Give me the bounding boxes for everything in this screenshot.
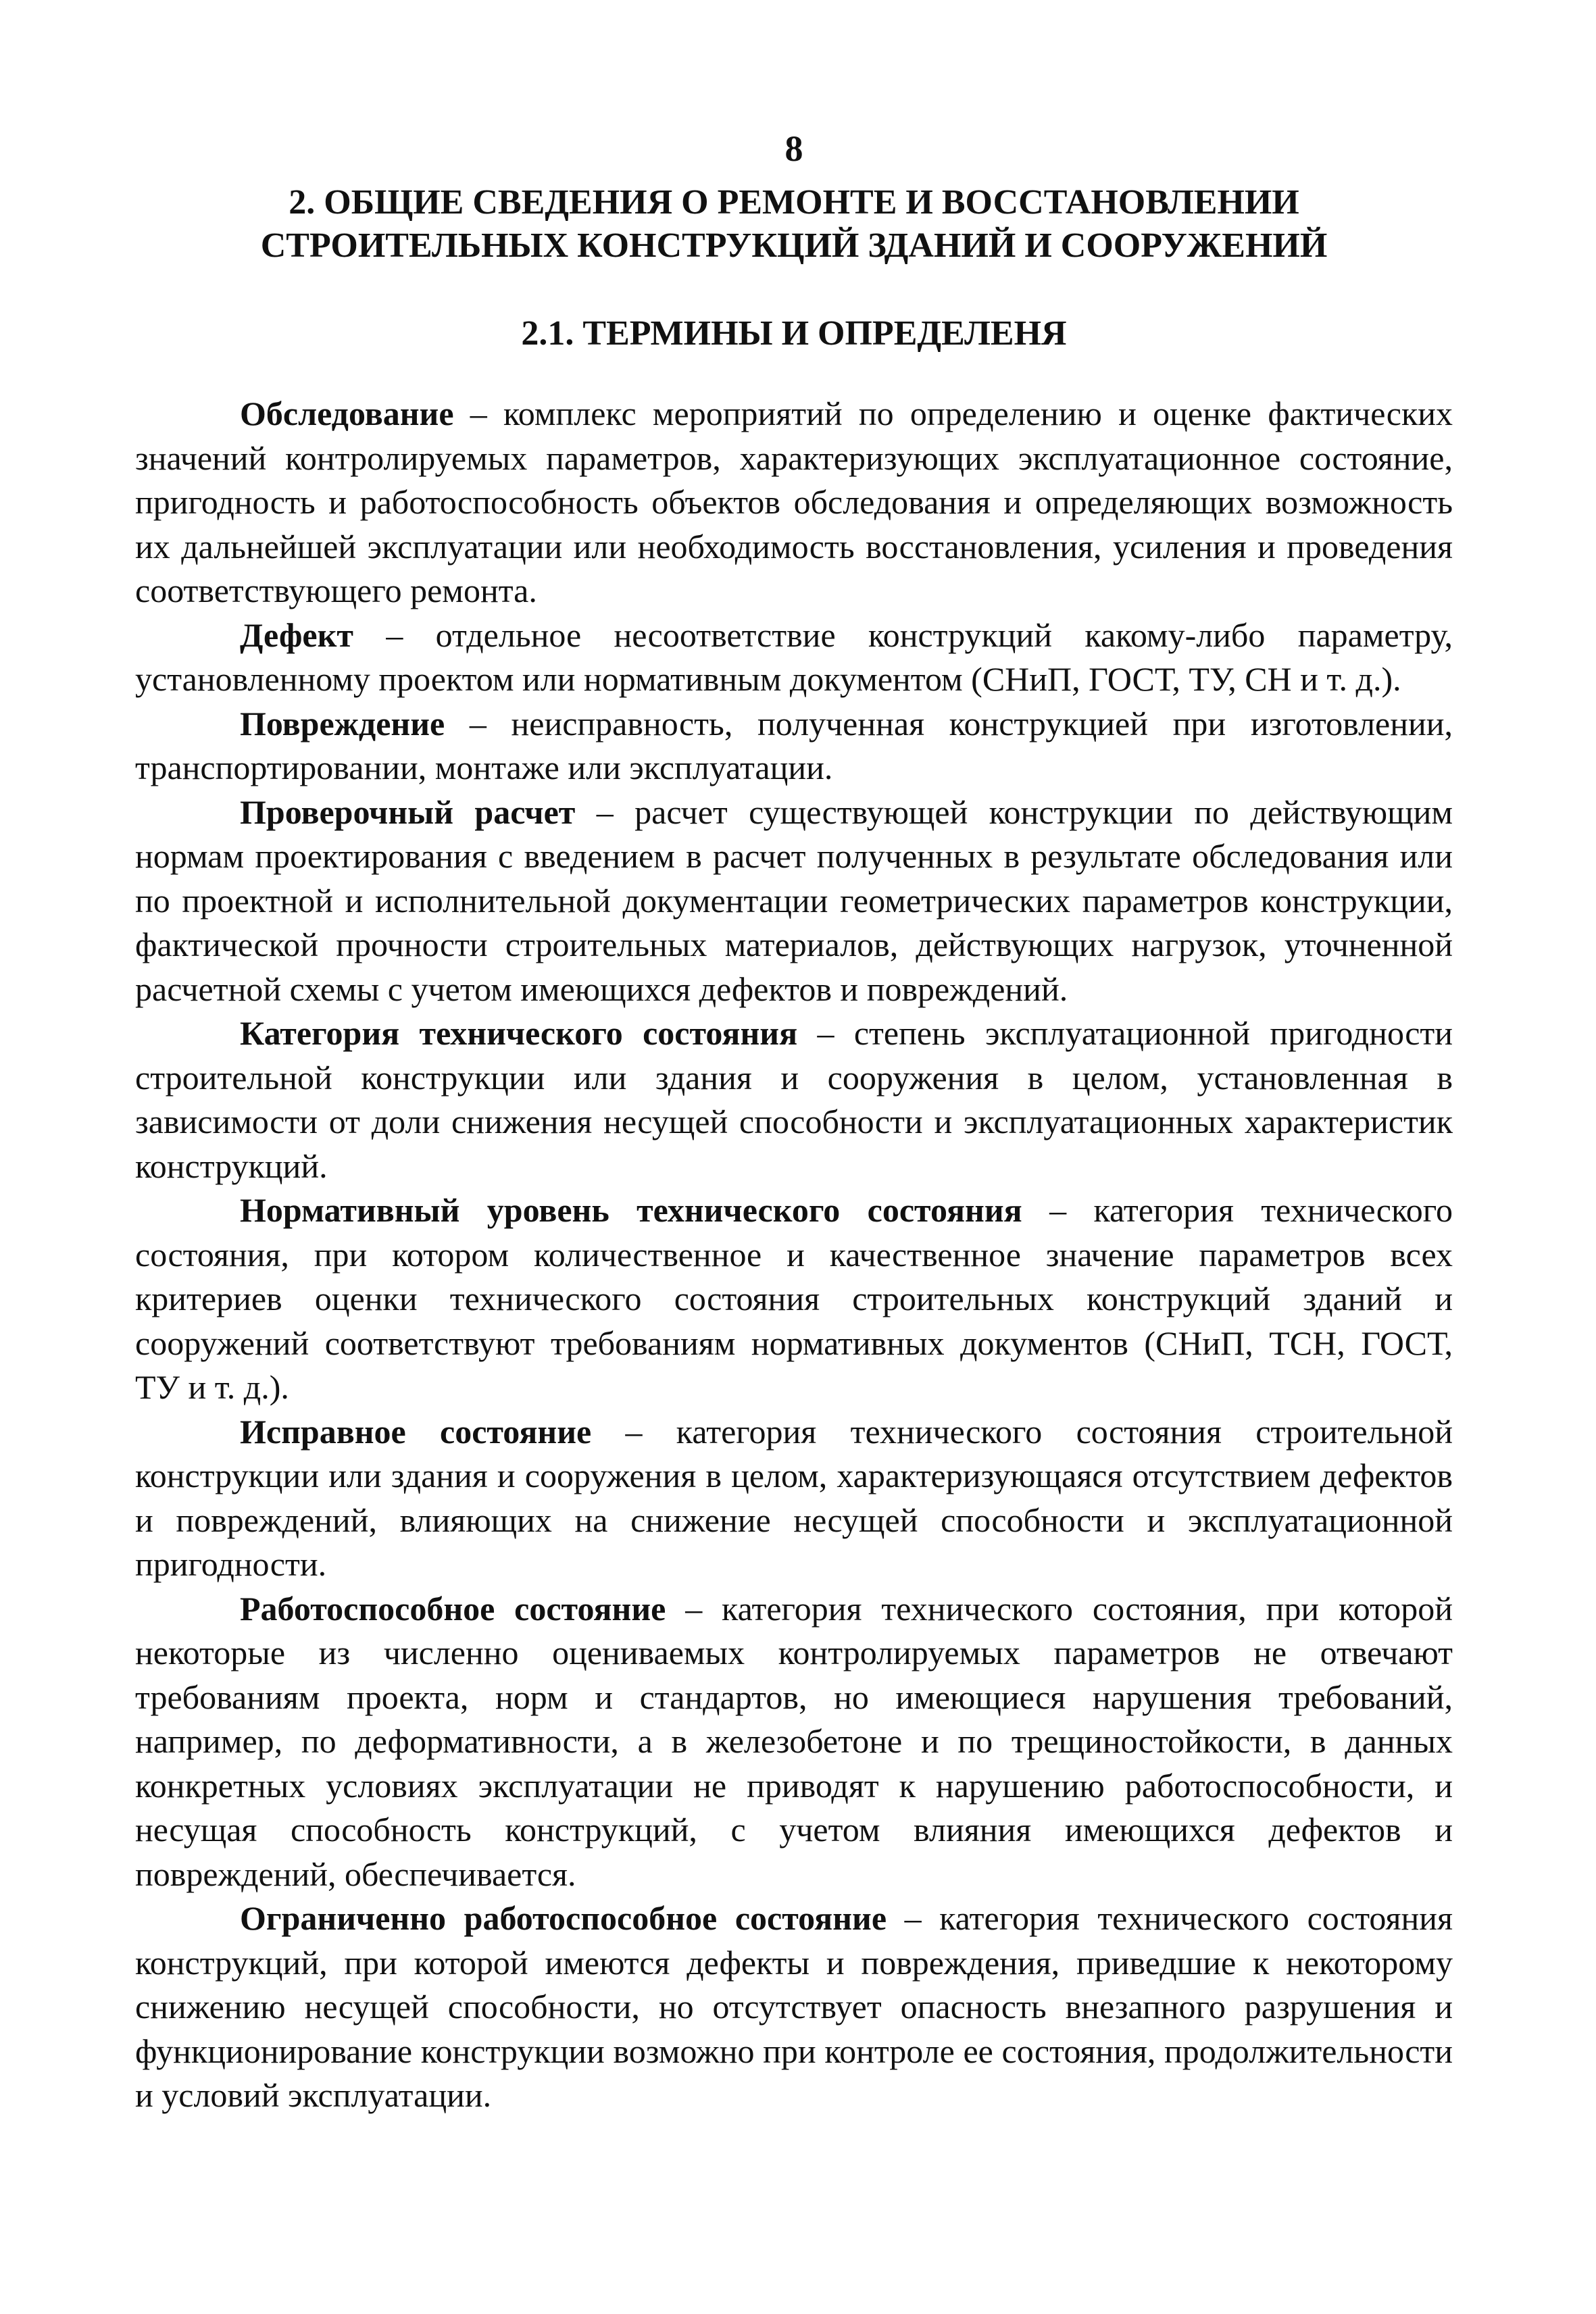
definition-term: Ограниченно работоспособное состояние <box>240 1899 887 1937</box>
definition-term: Исправное состояние <box>240 1412 592 1451</box>
definition-paragraph <box>135 392 1453 613</box>
definition-text: – расчет существующей конструкции по действующим нормам проектирования с введением в расчет полученных в результате обследования или по проектной и исполнительной документации геометрических параметров конструкции, фактической прочности строительных материалов, действующих нагрузок, уточненной расчетной схемы с учетом имеющихся дефектов и повреждений. <box>135 793 1453 1008</box>
definition-text: – категория технического состояния, при котором количественное и качественное значение параметров всех критериев оценки технического состояния строительных конструкций зданий и сооружений соответствуют требованиям нормативных документов (СНиП, ТСН, ГОСТ, ТУ и т. д.). <box>135 1191 1453 1406</box>
definitions-list <box>135 392 1453 2118</box>
definition-paragraph <box>135 1896 1453 2118</box>
definition-term: Дефект <box>240 615 353 654</box>
definition-term: Работоспособное состояние <box>240 1589 666 1628</box>
definition-text: – отдельное несоответствие конструкций какому-либо параметру, установленному проектом или нормативным документом (СНиП, ГОСТ, ТУ, СН и т. д.). <box>135 615 1453 698</box>
definition-text: – категория технического состояния конструкций, при которой имеются дефекты и повреждения, приведшие к некоторому снижению несущей способности, но отсутствует опасность внезапного разрушения и функционирование конструкции возможно при контроле ее состояния, продолжительности и условий эксплуатации. <box>135 1899 1453 2114</box>
definition-paragraph <box>135 790 1453 1012</box>
definition-paragraph <box>135 702 1453 790</box>
definition-paragraph <box>135 613 1453 702</box>
definition-text: – неисправность, полученная конструкцией при изготовлении, транспортировании, монтаже или эксплуатации. <box>135 704 1453 786</box>
chapter-title-line-2: СТРОИТЕЛЬНЫХ КОНСТРУКЦИЙ ЗДАНИЙ И СООРУЖЕНИЙ <box>260 226 1328 265</box>
definition-term: Повреждение <box>240 704 445 743</box>
definition-text: – комплекс мероприятий по определению и оценке фактических значений контролируемых параметров, характеризующих эксплуатационное состояние, пригодность и работоспособность объектов обследования и определяющих возможность их дальнейшей эксплуатации или необходимость восстановления, усиления и проведения соответствующего ремонта. <box>135 395 1453 609</box>
definition-paragraph <box>135 1011 1453 1188</box>
chapter-title-line-1: 2. ОБЩИЕ СВЕДЕНИЯ О РЕМОНТЕ И ВОССТАНОВЛЕНИИ <box>289 183 1299 222</box>
chapter-title <box>135 181 1453 268</box>
definition-term: Обследование <box>240 395 454 432</box>
definition-paragraph <box>135 1188 1453 1410</box>
document-page <box>135 128 1453 2118</box>
definition-text: – категория технического состояния строительной конструкции или здания и сооружения в целом, характеризующаяся отсутствием дефектов и повреждений, влияющих на снижение несущей способности и эксплуатационной пригодности. <box>135 1412 1453 1583</box>
definition-term: Нормативный уровень технического состояния <box>240 1191 1022 1229</box>
definition-text: – категория технического состояния, при которой некоторые из численно оцениваемых контролируемых параметров не отвечают требованиям проекта, норм и стандартов, но имеющиеся нарушения требований, например, по деформативности, а в железобетоне и по трещиностойкости, в данных конкретных условиях эксплуатации не приводят к нарушению работоспособности, и несущая способность конструкций, с учетом влияния имеющихся дефектов и повреждений, обеспечивается. <box>135 1589 1453 1893</box>
definition-term: Проверочный расчет <box>240 793 576 831</box>
definition-paragraph <box>135 1587 1453 1897</box>
section-title: 2.1. ТЕРМИНЫ И ОПРЕДЕЛЕНЯ <box>521 314 1067 353</box>
definition-text: – степень эксплуатационной пригодности строительной конструкции или здания и сооружения в целом, установленная в зависимости от доли снижения несущей способности и эксплуатационных характеристик конструкций. <box>135 1014 1453 1185</box>
definition-paragraph <box>135 1410 1453 1587</box>
definition-term: Категория технического состояния <box>240 1014 798 1052</box>
page-number: 8 <box>784 128 803 169</box>
